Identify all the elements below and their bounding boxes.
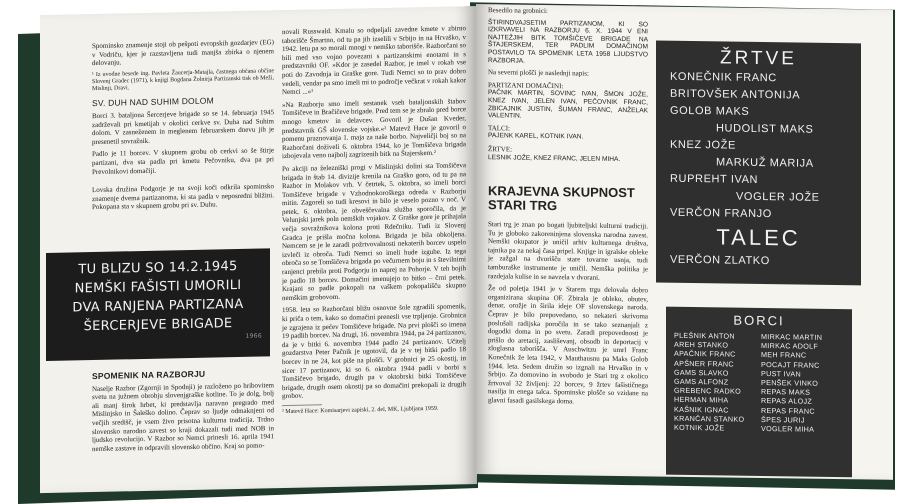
plaque-name: RUPREHT IVAN xyxy=(670,172,759,186)
footnote: ¹ Iz uvodne besede ing. Pavleta Žaucerja-Matajla, častnega občana občine Slovenj Gradec (1971), k knjigi Bogdana Žolnirja Partizanski tisk ob Meži, Mislinji, Dravi. xyxy=(92,68,274,93)
right-column-1 xyxy=(488,6,648,411)
heading-razbor: SPOMENIK NA RAZBORJU xyxy=(92,368,206,382)
zrtve-plaque-photo xyxy=(656,41,861,286)
plaque-name: GOLOB MAKS xyxy=(670,104,750,118)
borci-plaque-photo xyxy=(666,307,852,478)
footnote-rule xyxy=(282,404,322,406)
plaque-year: 1966 xyxy=(245,332,262,340)
plaque-name: PENŠEK VINKO xyxy=(761,377,819,388)
plaque-name: MIRKAC ADOLF xyxy=(761,341,819,351)
paragraph: Naselje Razbor (Zgornji in Spodnji) je razloženo po hribovitem svetu na južnem obrobju slovenjgraške kotline. To je dolg, bolj ali manj širok hrbet, ki predstavlja naravno pregrado med Mislinjsko in Šaleško dolino. Čeprav so ljudje odmaknjeni od večjih središč, je vsem živo prisotna kulturna tradicija. Trdno slovensko narodno zavest so kraji dokazali tudi med NOB in ljudsko revolucijo. V Razbor so Nemci prinesli 16. aprila 1941 nemške zastave in odpravili slovensko občino. Kraj so pomo- xyxy=(92,380,274,453)
left-page xyxy=(40,6,477,493)
paragraph: Stari trg je znan po bogati ljubiteljski kulturni tradiciji. Tu je globoko zakoreninjena slovenska narodna zavest. Nemški okupator je uničil arhiv kulturnega društva, tajnika pa za nekaj časa pripel. Knjige in igralske obleke je zažgal na dvorišču stare tovarne usnja, tudi tamburaške instrumente je uničil. Nemška politika je razdejala kulise in se navzela v dvorani. xyxy=(488,220,648,282)
paragraph: Borci 3. bataljona Šercerjeve brigade so se 14. februarja 1945 zadrževali pri kmetijah v okolici cerkve sv. Duha nad Suhim dolom. V zasneženem in meglenem februarskem dnevu jih je presenetil sovražnik. xyxy=(92,108,274,146)
talci-label: TALCI: xyxy=(488,123,510,133)
intro-text: Spominsko znamenje stoji ob pešpoti evropskih gozdarjev (EG) v Vodriču, kjer je razstavljena tudi manjša zbirka o njenem delovanju. xyxy=(92,38,274,68)
inscription-intro: Besedilo na grobnici: xyxy=(488,6,548,16)
paragraph: »Na Razborju smo imeli sestanek vseh bataljonskih štabov Tomšičeve in Bračičeve brigade. Pred tem se je zbralo pred borce mnogo kmetov in delavcev. Govoril je Dušan Kveder, predstavnik GŠ slovenske vojske.«² Matevž Hace je govoril o pomenu praznovanja 1. maja za naše borbo. Najveličji boj so na Razborčani doživeli 6. oktobra 1944, ko je Tomšičeva brigada izbojevala veno najbolj zagrizenih bitk na Štajerskem.² xyxy=(282,96,466,161)
plaque-name: PLEŠNIK ANTON xyxy=(674,330,735,341)
plaque-title: BORCI xyxy=(733,312,785,329)
plaque-name: MARKUŽ MARIJA xyxy=(716,156,814,170)
plaque-line: NEMŠKI FAŠISTI UMORILI xyxy=(74,277,242,297)
plaque-name: MIRKAC MARTIN xyxy=(761,331,823,342)
heading-sv-duh: SV. DUH NAD SUHIM DOLOM xyxy=(92,95,214,109)
plaque-name: POCAJT FRANC xyxy=(761,359,820,370)
plaque-name: REPAS ALOJZ xyxy=(761,396,813,407)
paragraph: novali Russwald. Kmalu so odpeljali zavedne kmete v zbirno taborišče Šmartno, od tu pa jih izselili v Srbijo in na Hrvaško, v 1942. letu pa so morali mnogi v nemško taborišče. Razborčani so bili med vso vojno povezani s partizanskimi enotami in s predstavniki OF. »Kdor je zasedel Razbor, je imel v rokah vse poti do Zavodnja in Graške gore. Tudi Nemci so to prav dobro vedeli, vendar pa smo imeli mi to področje večkrat v rokah kakor Nemci ...«¹ xyxy=(282,24,466,97)
plaque-name: VOGLER JOŽE xyxy=(736,190,820,204)
plaque-name: VERČON ZLATKO xyxy=(670,253,770,268)
memorial-plaque-photo xyxy=(46,248,270,361)
plaque-talec-title: TALEC xyxy=(716,224,801,251)
borci-names xyxy=(666,331,852,435)
heading-stari-trg: KRAJEVNA SKUPNOST STARI TRG xyxy=(488,183,635,214)
plaque-name: HERMAN MIHA xyxy=(674,395,729,405)
paragraph: Lovska družina Podgorje je na svoji koči odkrila spominsko znamenje dvema partizanoma, ki sta padla v neposredni bližini. Pokopana sta v skupnem grobu pri sv. Duhu. xyxy=(92,182,274,212)
zrtve-names: LESNIK JOŽE, KNEZ FRANC, JELEN MIHA. xyxy=(488,153,621,163)
partizani-names: PAČNIK MARTIN, SOVINC IVAN, ŠMON JOŽE, KNEZ IVAN, JELEN IVAN, PEČOVNIK FRANC, ZBICAJNIK JUSTIN, ŠUMAN FRANC, ANŽELAK VALENTIN. xyxy=(488,89,648,120)
footnote: ² Matevž Hace: Komisarjevi zapiski, 2. del, MK, Ljubljana 1959. xyxy=(282,405,439,416)
plaque-name: GAMS ALFONZ xyxy=(674,376,729,387)
talci-names: PAJENK KAREL, KOTNIK IVAN. xyxy=(488,132,584,141)
names-intro: Na severni plošči je naslednji napis: xyxy=(488,68,589,78)
plaque-name: ŠPES JURIJ xyxy=(761,414,805,425)
plaque-name: KONEČNIK FRANC xyxy=(670,70,777,85)
paragraph: Po akciji na železniški progi v Mislinjski dolini sta Tomšičeva brigada in štab 14. divizije krenila na Graško goro, od tu pa na Razbor in Molakov vrh. V četrtek, 5. oktobra, so imeli borci Tomšičeve brigade v Vzhodnokoroškega odreda v Razborju mitin. Zagoreli so tudi kresovi in bilo je veselo pozno v noč. V petek, 6. oktobra, je obveščevalna služba sporočila, da je Velunjski jarek poln nemških vojakov. Z Graške gore je prihajala večja sovražnikova kolona proti Rdečniku. Tudi iz Slovenj Gradca je prišla močna kolona. Brigada je bila obkoljena. Nemcem se je le zaradi požrtvovalnosti nekaterih borcev uspelo izvleči iz obroča. Tudi Nemci so imeli hude izgube. Iz tega obroča so se Tomšičeva brigada po večurnem boju in s številnimi ranjenci prebila proti Podgorju in naprej na Pohorje. V teh bojih je padlo 18 borcev. Domačini imenujejo to bitko – črni petek. Krajani so padle pokopali na vaškem pokopališču skupno nemškim grobovom. xyxy=(282,161,466,302)
plaque-name: VOGLER MIHA xyxy=(761,424,815,434)
plaque-line: DVA RANJENA PARTIZANA xyxy=(72,296,244,316)
plaque-name: BRITOVŠEK ANTONIJA xyxy=(670,87,801,102)
left-column-2 xyxy=(282,24,466,420)
inscription-text: ŠTIRINDVAJSETIM PARTIZANOM, KI SO IZKRVAVELI NA RAZBORJU 6. X. 1944 V ENI NAJTEŽJIH BITK TOMŠIČEVE BRIGADE NA ŠTAJERSKEM, TER PADLIM DOMAČINOM POSTAVILO TA SPOMENIK LETA 1958 LJUDSTVO RAZBORJA. xyxy=(488,18,648,65)
plaque-name: KOTNIK JOŽE xyxy=(674,422,725,433)
paragraph: 1958. leta so Razborčani bližu osnovne šole zgradili spomenik, ki priča o tem, kako so domačini prenesli vse trpljenje. Grobnica je zgrajena iz pečev Tomšičeve brigade. Na prvi plošči so imena 19 padlih borcev. Na drugi, 16. novembra 1944, pa 24 partizanov, da je v bitki 6. novembra 1944 padlo 24 partizanov. Učitelj gozdarstva Peter Pačnik je ugotovil, da je v tej bitki padlo 18 borcev in ne 24, kot piše na plošči. V grobnici je 25 okostij, in sicer 17 partizanov, ki so 6. oktobra 1944 padli v borbi s Tomšičevo brigado, drugih pa v oktobrski bitki Tomšičeve brigade, drugih osem okostij pa so domačini prekopali iz drugih grobov. xyxy=(282,302,466,401)
plaque-name: REPAS MAKS xyxy=(761,387,811,397)
paragraph: Že od poletja 1941 je v Starem trgu delovala dobro organizirana skupina OF. Zbirala je obleko, obutev, denar, orožje in širila ideje OF slovenskega naroda. Čeprav je bilo prepovedano, so nekateri skrivoma poslušali radijska poročila in se tako seznanjali z dogodki doma in po svetu. Zaradi prepovednosti je prišlo do aretacij, zasliševanj, obsodb in deportacij v zloglasna taborišča. V Auschwitzu je umrl Franc Konečnik že leta 1942, v Mauthausnu pa Maks Golob 1944. leta. Sedem družin so izgnali na Hrvaško in v Srbijo. Za domovino in svobodo je Stari trg z okolico žrtvoval 32 življenj: 22 borcev, 9 žrtev fašističnega nasilja in enega talca. Spominske plošče so vzidane na glavni fasadi gasilskega doma. xyxy=(488,284,648,406)
plaque-title: ŽRTVE xyxy=(720,47,797,70)
plaque-name: GAMS SLAVKO xyxy=(674,367,729,378)
plaque-name: REPAS FRANC xyxy=(761,405,815,416)
right-page xyxy=(476,4,893,480)
plaque-line: TU BLIZU SO 14.2.1945 xyxy=(78,259,238,278)
plaque-name: MEH FRANC xyxy=(761,350,807,361)
plaque-name: VERČON FRANJO xyxy=(670,206,772,221)
plaque-name: HUDOLIST MAKS xyxy=(716,122,814,136)
plaque-name: KAŠNIK IGNAC xyxy=(674,404,729,415)
plaque-line: ŠERCERJEVE BRIGADE xyxy=(83,316,233,335)
plaque-name: APŠNER FRANC xyxy=(674,358,734,369)
plaque-name: PUST IVAN xyxy=(761,368,801,379)
plaque-name: GREBENC RADKO xyxy=(674,385,742,396)
partizani-label: PARTIZANI DOMAČINI: xyxy=(488,80,564,90)
zrtve-label: ŽRTVE: xyxy=(488,145,513,154)
left-column-1 xyxy=(92,38,274,216)
plaque-name: APAČNIK FRANC xyxy=(674,349,736,360)
paragraph: Padlo je 11 borcev. V skupnem grobu ob cerkvi so še štirje partizani, dva sta padla pri kmetu Pečovniku, dva pa pri Prevolnikovi domačiji. xyxy=(92,146,274,176)
left-column-1-bottom xyxy=(92,362,274,457)
plaque-name: AREH STANKO xyxy=(674,339,729,350)
plaque-name: KNEZ JOŽE xyxy=(670,138,736,152)
plaque-name: KRANČAN STANKO xyxy=(674,413,745,424)
